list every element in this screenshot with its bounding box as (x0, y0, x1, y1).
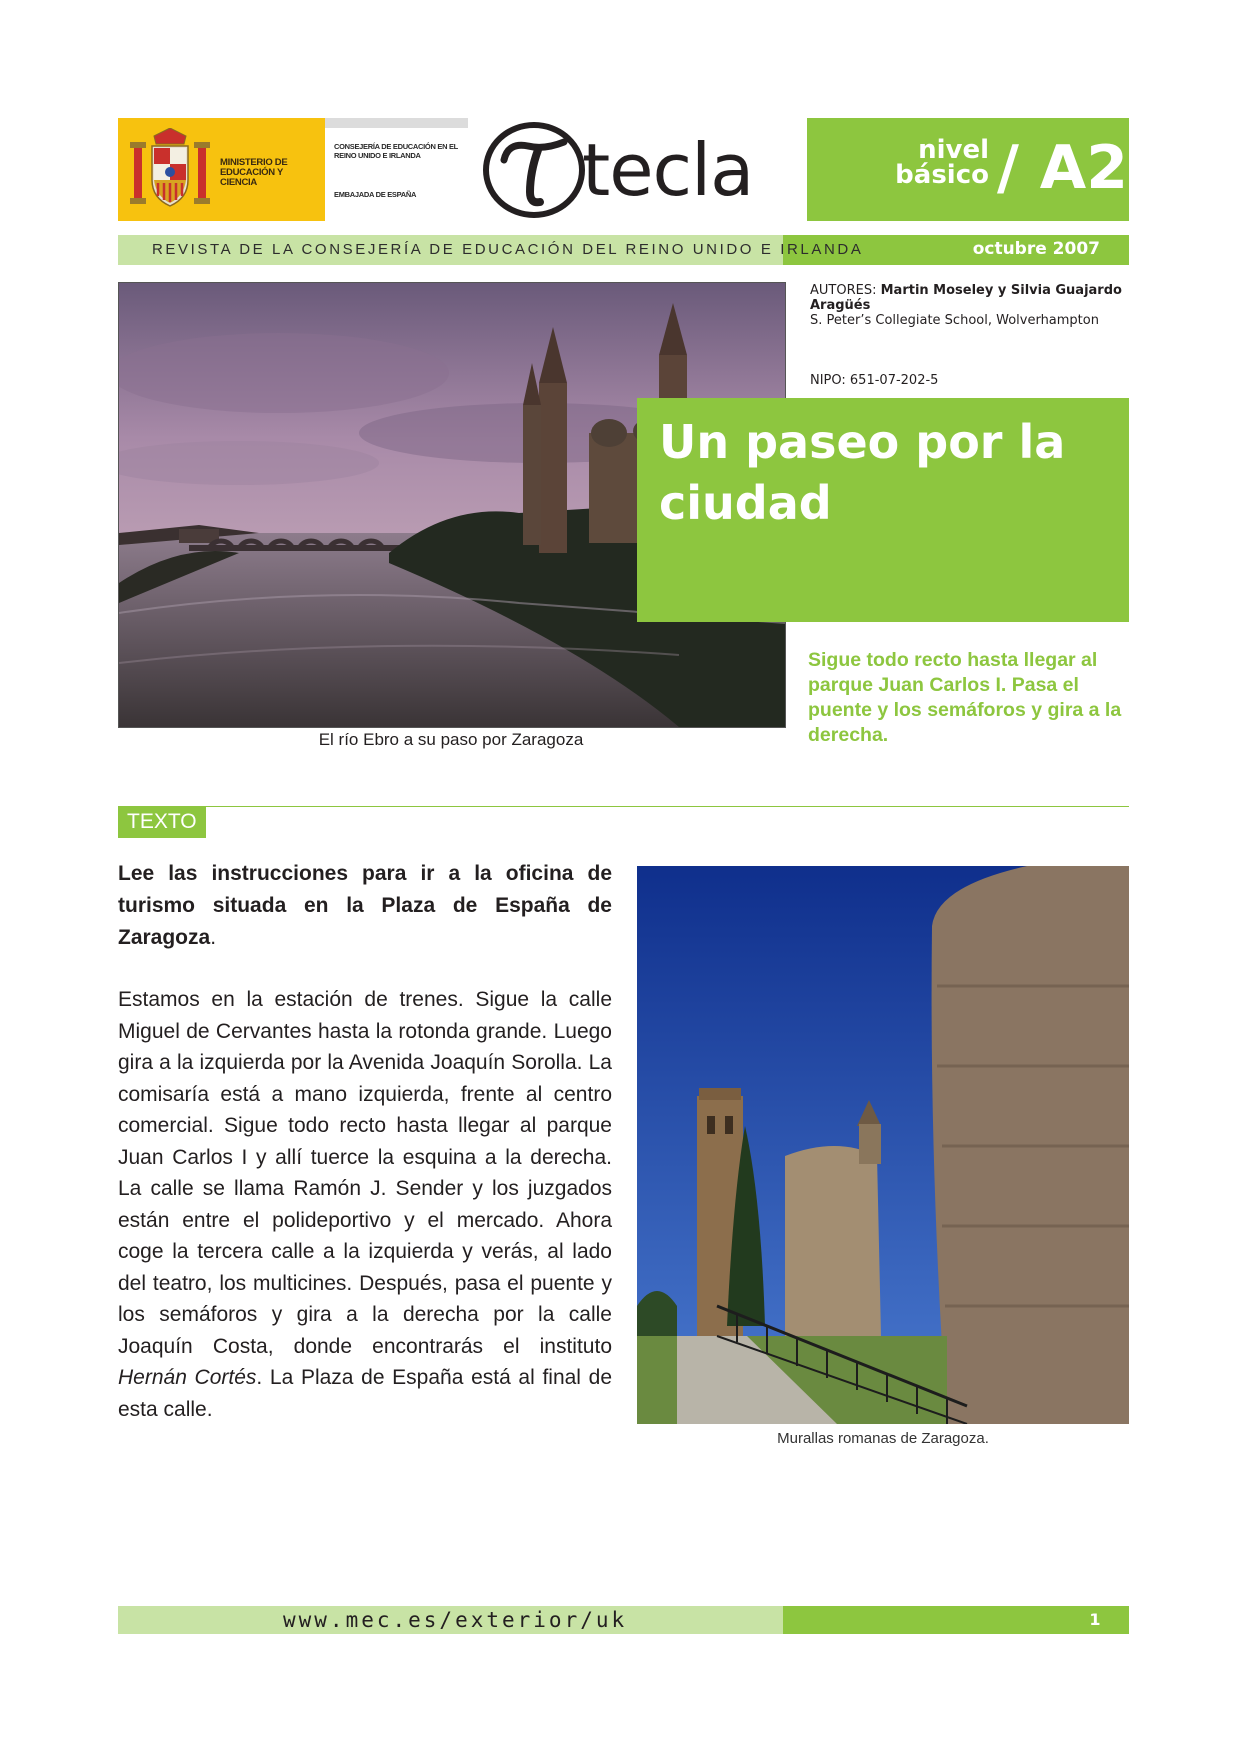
level-badge (807, 118, 1129, 221)
nipo-code: NIPO: 651-07-202-5 (810, 373, 939, 388)
coat-of-arms-icon (124, 128, 216, 212)
title-box (637, 398, 1129, 622)
body-end: . La Plaza de España está al final de esta calle. (118, 1366, 613, 1421)
tecla-logo (482, 118, 772, 222)
instruction-bold: Lee las instrucciones para ir a la oficina de turismo situada en la Plaza de España de Zaragoza (118, 862, 612, 949)
level-label: nivel básico (895, 135, 989, 190)
consejeria-bar (325, 118, 468, 128)
authors-block (810, 283, 1130, 328)
footer-url[interactable]: www.mec.es/exterior/uk (283, 1608, 628, 1632)
page-number: 1 (1089, 1610, 1101, 1629)
ministry-logo-block (118, 118, 325, 221)
roman-walls-photo (637, 866, 1129, 1424)
consejeria-name: CONSEJERÍA DE EDUCACIÓN EN EL REINO UNIDO E IRLANDA (334, 142, 458, 160)
logo-wordmark: tecla (582, 128, 754, 212)
school-name: S. Peter’s Collegiate School, Wolverhampton (810, 313, 1099, 328)
instruction-paragraph (118, 858, 612, 954)
page-title: Un paseo por la ciudad (659, 415, 1066, 530)
magazine-title: REVISTA DE LA CONSEJERÍA DE EDUCACIÓN DEL REINO UNIDO E IRLANDA (152, 241, 864, 258)
footer-page-strip (783, 1606, 1129, 1634)
embajada-name: EMBAJADA DE ESPAÑA (334, 190, 417, 199)
body-paragraph (118, 984, 612, 1425)
authors-label: AUTORES: (810, 283, 877, 298)
body-main: Estamos en la estación de trenes. Sigue la calle Miguel de Cervantes hasta la rotonda grande. Luego gira a la izquierda por la Avenida Joaquín Sorolla. La comisaría está a mano izquierda, frente al centro comercial. Sigue todo recto hasta llegar al parque Juan Carlos I y allí tuerce la esquina a la derecha. La calle se llama Ramón J. Sender y los juzgados están entre el polideportivo y el mercado. Ahora coge la tercera calle a la izquierda y verás, al lado del teatro, los multicines. Después, pasa el puente y los semáforos y gira a la derecha por la calle Joaquín Costa, donde encontrarás el instituto (118, 988, 612, 1358)
authors-names: Martin Moseley y Silvia Guajardo Aragüés (810, 283, 1122, 313)
hero-caption: El río Ebro a su paso por Zaragoza (318, 730, 584, 749)
pull-quote: Sigue todo recto hasta llegar al parque Juan Carlos I. Pasa el puente y los semáforos y gira a la derecha. (808, 649, 1122, 746)
issue-date: octubre 2007 (972, 239, 1100, 259)
body-italic: Hernán Cortés (118, 1366, 257, 1389)
section-label: TEXTO (118, 806, 206, 838)
section-divider (118, 806, 1129, 807)
ministry-name: MINISTERIO DE EDUCACIÓN Y CIENCIA (220, 157, 288, 188)
level-code: / A2 (997, 133, 1128, 203)
roman-walls-caption: Murallas romanas de Zaragoza. (777, 1430, 989, 1447)
tecla-t-icon (482, 120, 586, 220)
roman-walls-image (637, 866, 1129, 1424)
instruction-end: . (210, 926, 217, 949)
